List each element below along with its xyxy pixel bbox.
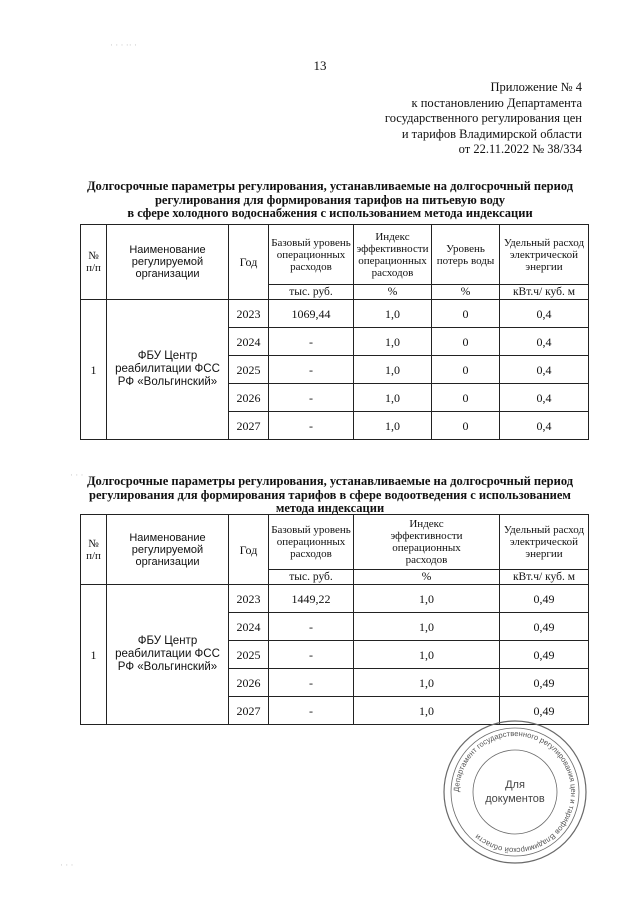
table-cell-year: 2026 [229, 669, 269, 697]
table-cell-loss: 0 [432, 356, 500, 384]
table-cell-index: 1,0 [354, 356, 432, 384]
header-index: Индекс эффективности операционных расходов [354, 225, 432, 285]
table-cell-year: 2024 [229, 328, 269, 356]
appendix-header [385, 80, 582, 158]
header-year: Год [229, 515, 269, 585]
title-line: в сфере холодного водоснабжения с использованием метода индексации [127, 206, 533, 220]
table-cell-year: 2027 [229, 697, 269, 725]
table-cell-energy: 0,49 [500, 613, 589, 641]
table-cell-index: 1,0 [354, 613, 500, 641]
table-cell-energy: 0,4 [500, 300, 589, 328]
table-cell-base: - [269, 328, 354, 356]
table-cell-year: 2023 [229, 300, 269, 328]
table-cell-year: 2024 [229, 613, 269, 641]
table-cell-energy: 0,4 [500, 328, 589, 356]
table-cell-base: - [269, 412, 354, 440]
table-cell-energy: 0,49 [500, 585, 589, 613]
table-cell-loss: 0 [432, 328, 500, 356]
header-energy: Удельный расход электрической энергии [500, 515, 589, 570]
table-cell-base: - [269, 384, 354, 412]
scan-smudge: · · · [60, 860, 74, 870]
table1-title [60, 180, 600, 221]
table-cell-loss: 0 [432, 384, 500, 412]
row-number: 1 [81, 300, 107, 440]
table-cell-energy: 0,4 [500, 384, 589, 412]
seal-ring-text [452, 729, 578, 855]
table-cell-index: 1,0 [354, 412, 432, 440]
table-cell-index: 1,0 [354, 697, 500, 725]
table-cell-loss: 0 [432, 412, 500, 440]
unit-energy: кВт.ч/ куб. м [500, 570, 589, 585]
appendix-line: от 22.11.2022 № 38/334 [458, 142, 582, 156]
table-cell-index: 1,0 [354, 585, 500, 613]
organization-name: ФБУ Центр реабилитации ФСС РФ «Вольгинский» [107, 300, 229, 440]
title-line: регулирования для формирования тарифов на питьевую воду [154, 192, 506, 207]
table-cell-index: 1,0 [354, 328, 432, 356]
appendix-line: и тарифов Владимирской области [401, 126, 582, 141]
table-cell-energy: 0,49 [500, 641, 589, 669]
wastewater-parameters-table [80, 514, 589, 725]
unit-energy: кВт.ч/ куб. м [500, 285, 589, 300]
table-cell-base: - [269, 356, 354, 384]
organization-seal [440, 718, 590, 866]
header-num: № п/п [81, 225, 107, 300]
table-cell-index: 1,0 [354, 384, 432, 412]
table-cell-energy: 0,4 [500, 356, 589, 384]
unit-index: % [354, 285, 432, 300]
header-index: Индекс эффективности операционных расходов [354, 515, 500, 570]
appendix-line: Приложение № 4 [490, 80, 582, 94]
unit-base: тыс. руб. [269, 570, 354, 585]
header-org: Наименование регулируемой организации [107, 515, 229, 585]
title-line: Долгосрочные параметры регулирования, устанавливаемые на долгосрочный период [86, 474, 574, 488]
water-supply-parameters-table [80, 224, 589, 440]
table-cell-energy: 0,49 [500, 669, 589, 697]
header-loss: Уровень потерь воды [432, 225, 500, 285]
table-cell-index: 1,0 [354, 669, 500, 697]
table-cell-energy: 0,49 [500, 697, 589, 725]
table-cell-index: 1,0 [354, 641, 500, 669]
table-cell-index: 1,0 [354, 300, 432, 328]
header-num: № п/п [81, 515, 107, 585]
seal-center-line: документов [485, 793, 545, 805]
table-cell-loss: 0 [432, 300, 500, 328]
table-cell-energy: 0,4 [500, 412, 589, 440]
title-line: регулирования для формирования тарифов в сфере водоотведения с использованием [89, 487, 571, 502]
table-cell-base: - [269, 613, 354, 641]
header-energy: Удельный расход электрической энергии [500, 225, 589, 285]
table-cell-year: 2025 [229, 356, 269, 384]
scan-smudge: · · · [70, 470, 84, 480]
row-number: 1 [81, 585, 107, 725]
table-cell-base: 1449,22 [269, 585, 354, 613]
table-cell-base: - [269, 697, 354, 725]
header-base: Базовый уровень операционных расходов [269, 225, 354, 285]
table2-title [60, 475, 600, 516]
unit-index: % [354, 570, 500, 585]
scan-smudge: · · · ·· · [110, 40, 137, 50]
table-cell-year: 2023 [229, 585, 269, 613]
header-year: Год [229, 225, 269, 300]
title-line: Долгосрочные параметры регулирования, устанавливаемые на долгосрочный период [86, 179, 574, 193]
header-org: Наименование регулируемой организации [107, 225, 229, 300]
table-cell-year: 2025 [229, 641, 269, 669]
unit-loss: % [432, 285, 500, 300]
seal-ring-textpath: Департамент государственного регулирования цен и тарифов Владимирской области [451, 728, 579, 856]
table-cell-base: - [269, 641, 354, 669]
organization-name: ФБУ Центр реабилитации ФСС РФ «Вольгинский» [107, 585, 229, 725]
appendix-line: к постановлению Департамента [411, 95, 582, 110]
unit-base: тыс. руб. [269, 285, 354, 300]
table-cell-year: 2027 [229, 412, 269, 440]
table-cell-base: 1069,44 [269, 300, 354, 328]
seal-center-line: Для [505, 779, 525, 791]
header-base: Базовый уровень операционных расходов [269, 515, 354, 570]
page-number: 13 [313, 58, 327, 73]
title-line: метода индексации [275, 501, 385, 515]
table-cell-year: 2026 [229, 384, 269, 412]
appendix-line: государственного регулирования цен [384, 111, 582, 125]
table-cell-base: - [269, 669, 354, 697]
